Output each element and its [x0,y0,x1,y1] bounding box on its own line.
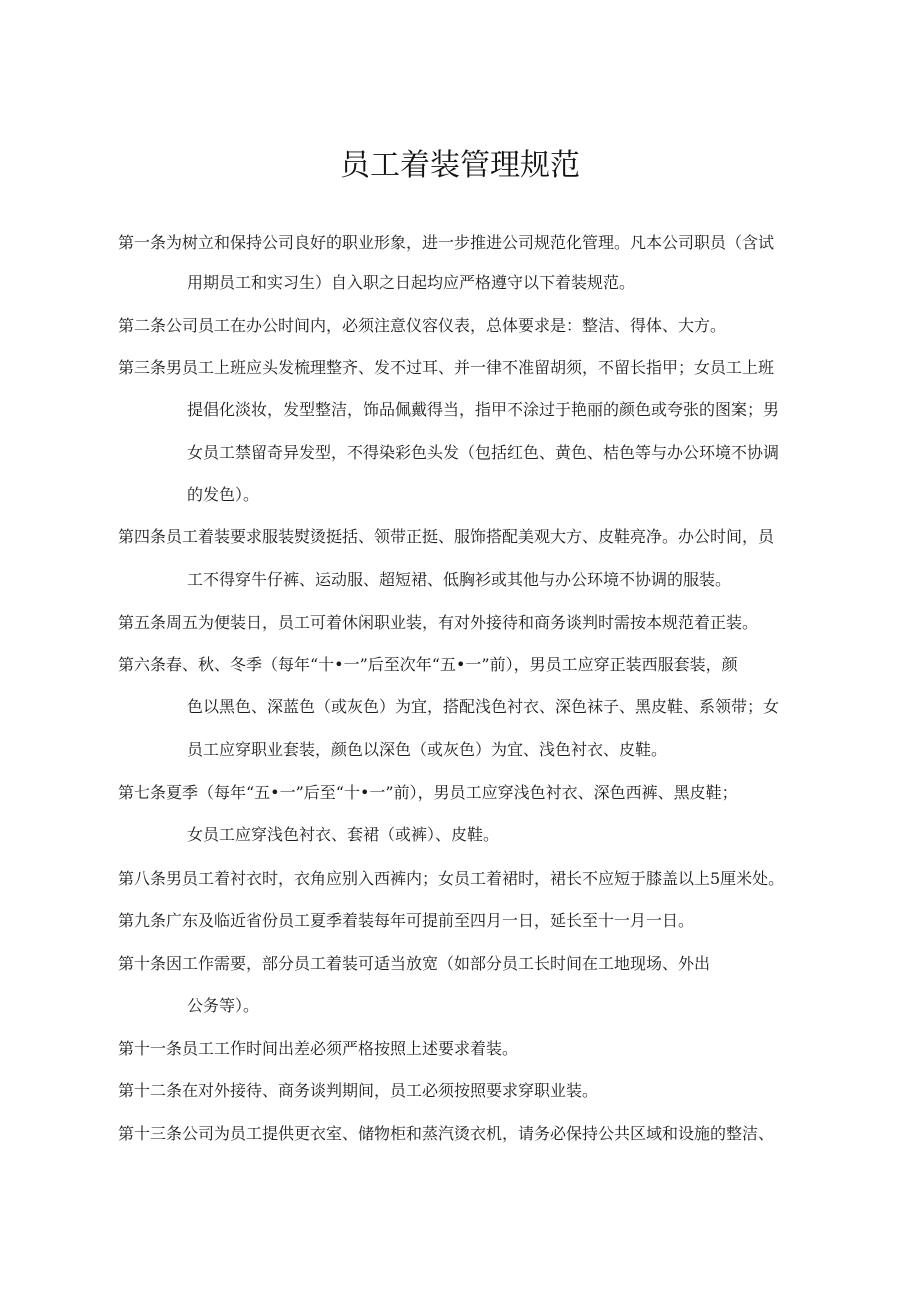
article-4-line-2: 工不得穿牛仔裤、运动服、超短裙、低胸衫或其他与办公环境不协调的服装。 [187,570,732,589]
article-7-line-2: 女员工应穿浅色衬衣、套裙（或裤）、皮鞋。 [187,825,500,844]
article-11-line-1: 第十一条员工工作时间出差必须严格按照上述要求着装。 [118,1039,519,1058]
article-6-line-2: 色以黑色、深蓝色（或灰色）为宜，搭配浅色衬衣、深色袜子、黑皮鞋、系领带；女 [187,697,780,716]
article-3-line-3: 女员工禁留奇异发型，不得染彩色头发（包括红色、黄色、桔色等与办公环境不协调 [187,443,780,462]
document-title: 员工着装管理规范 [340,148,580,183]
article-1-line-1: 第一条为树立和保持公司良好的职业形象，进一步推进公司规范化管理。凡本公司职员（含试 [118,233,775,252]
article-1-line-2: 用期员工和实习生）自入职之日起均应严格遵守以下着装规范。 [187,273,636,292]
article-10-line-2: 公务等）。 [187,996,260,1015]
article-13-line-1: 第十三条公司为员工提供更衣室、储物柜和蒸汽烫衣机，请务必保持公共区域和设施的整洁、 [118,1124,775,1143]
article-3-line-1: 第三条男员工上班应头发梳理整齐、发不过耳、并一律不准留胡须，不留长指甲；女员工上班 [118,358,775,377]
article-4-line-1: 第四条员工着装要求服装熨烫挺括、领带正挺、服饰搭配美观大方、皮鞋亮净。办公时间，员 [118,527,775,546]
article-6-line-1: 第六条春、秋、冬季（每年“十•一”后至次年“五•一”前），男员工应穿正装西服套装，颜 [118,655,738,674]
article-8-line-1: 第八条男员工着衬衣时，衣角应别入西裤内；女员工着裙时，裙长不应短于膝盖以上5厘米处。 [118,869,785,888]
article-5-line-1: 第五条周五为便装日，员工可着休闲职业装，有对外接待和商务谈判时需按本规范着正装。 [118,613,759,632]
article-9-line-1: 第九条广东及临近省份员工夏季着装每年可提前至四月一日，延长至十一月一日。 [118,911,695,930]
article-3-line-4: 的发色）。 [187,485,260,504]
article-2-line-1: 第二条公司员工在办公时间内，必须注意仪容仪表，总体要求是：整洁、得体、大方。 [118,316,727,335]
article-12-line-1: 第十二条在对外接待、商务谈判期间，员工必须按照要求穿职业装。 [118,1081,599,1100]
article-10-line-1: 第十条因工作需要，部分员工着装可适当放宽（如部分员工长时间在工地现场、外出 [118,954,711,973]
article-7-line-1: 第七条夏季（每年“五•一”后至“十•一”前），男员工应穿浅色衬衣、深色西裤、黑皮鞋； [118,783,738,802]
article-3-line-2: 提倡化淡妆，发型整洁，饰品佩戴得当，指甲不涂过于艳丽的颜色或夸张的图案；男 [187,400,780,419]
article-6-line-3: 员工应穿职业套装，颜色以深色（或灰色）为宜、浅色衬衣、皮鞋。 [187,740,668,759]
